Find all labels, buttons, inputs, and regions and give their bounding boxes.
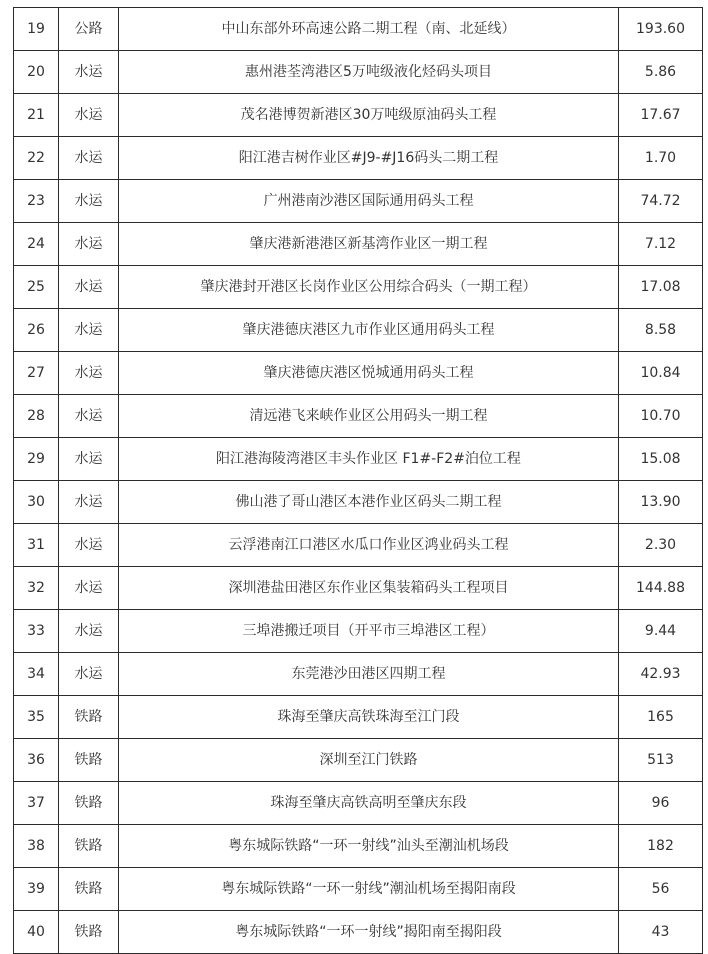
row-index-cell: 38 xyxy=(14,825,59,868)
project-name-cell: 深圳港盐田港区东作业区集装箱码头工程项目 xyxy=(119,567,619,610)
row-index-cell: 28 xyxy=(14,395,59,438)
table-row xyxy=(14,266,703,309)
project-name-cell: 中山东部外环高速公路二期工程（南、北延线） xyxy=(119,8,619,51)
table-row xyxy=(14,911,703,954)
transport-type-cell: 铁路 xyxy=(59,782,119,825)
row-index-cell: 32 xyxy=(14,567,59,610)
investment-value-cell: 96 xyxy=(619,782,703,825)
transport-type-cell: 水运 xyxy=(59,137,119,180)
investment-value-cell: 10.70 xyxy=(619,395,703,438)
table-row xyxy=(14,51,703,94)
row-index-cell: 25 xyxy=(14,266,59,309)
investment-value-cell: 2.30 xyxy=(619,524,703,567)
investment-value-cell: 10.84 xyxy=(619,352,703,395)
project-name-cell: 广州港南沙港区国际通用码头工程 xyxy=(119,180,619,223)
row-index-cell: 23 xyxy=(14,180,59,223)
project-name-cell: 茂名港博贺新港区30万吨级原油码头工程 xyxy=(119,94,619,137)
row-index-cell: 34 xyxy=(14,653,59,696)
investment-value-cell: 17.67 xyxy=(619,94,703,137)
table-row xyxy=(14,137,703,180)
transport-type-cell: 铁路 xyxy=(59,739,119,782)
table-row xyxy=(14,438,703,481)
investment-value-cell: 5.86 xyxy=(619,51,703,94)
project-name-cell: 阳江港吉树作业区#J9-#J16码头二期工程 xyxy=(119,137,619,180)
transport-type-cell: 水运 xyxy=(59,309,119,352)
table-body xyxy=(14,8,703,954)
investment-value-cell: 182 xyxy=(619,825,703,868)
investment-value-cell: 9.44 xyxy=(619,610,703,653)
table-row xyxy=(14,395,703,438)
project-name-cell: 粤东城际铁路“一环一射线”潮汕机场至揭阳南段 xyxy=(119,868,619,911)
project-name-cell: 粤东城际铁路“一环一射线”揭阳南至揭阳段 xyxy=(119,911,619,954)
row-index-cell: 36 xyxy=(14,739,59,782)
transport-type-cell: 水运 xyxy=(59,94,119,137)
project-name-cell: 佛山港了哥山港区本港作业区码头二期工程 xyxy=(119,481,619,524)
transport-type-cell: 水运 xyxy=(59,51,119,94)
transport-type-cell: 水运 xyxy=(59,395,119,438)
investment-value-cell: 43 xyxy=(619,911,703,954)
row-index-cell: 26 xyxy=(14,309,59,352)
investment-value-cell: 13.90 xyxy=(619,481,703,524)
table-row xyxy=(14,309,703,352)
project-name-cell: 云浮港南江口港区水瓜口作业区鸿业码头工程 xyxy=(119,524,619,567)
investment-value-cell: 74.72 xyxy=(619,180,703,223)
investment-value-cell: 165 xyxy=(619,696,703,739)
project-name-cell: 粤东城际铁路“一环一射线”汕头至潮汕机场段 xyxy=(119,825,619,868)
investment-value-cell: 15.08 xyxy=(619,438,703,481)
transport-type-cell: 水运 xyxy=(59,438,119,481)
transport-type-cell: 水运 xyxy=(59,266,119,309)
investment-value-cell: 42.93 xyxy=(619,653,703,696)
investment-value-cell: 513 xyxy=(619,739,703,782)
investment-value-cell: 193.60 xyxy=(619,8,703,51)
transport-type-cell: 水运 xyxy=(59,481,119,524)
project-name-cell: 清远港飞来峡作业区公用码头一期工程 xyxy=(119,395,619,438)
transport-type-cell: 公路 xyxy=(59,8,119,51)
transport-type-cell: 水运 xyxy=(59,610,119,653)
project-name-cell: 肇庆港德庆港区九市作业区通用码头工程 xyxy=(119,309,619,352)
table-row xyxy=(14,567,703,610)
transport-type-cell: 铁路 xyxy=(59,825,119,868)
row-index-cell: 37 xyxy=(14,782,59,825)
row-index-cell: 22 xyxy=(14,137,59,180)
transport-type-cell: 水运 xyxy=(59,567,119,610)
transport-type-cell: 铁路 xyxy=(59,868,119,911)
project-name-cell: 惠州港荃湾港区5万吨级液化烃码头项目 xyxy=(119,51,619,94)
table-row xyxy=(14,180,703,223)
table-row xyxy=(14,825,703,868)
row-index-cell: 33 xyxy=(14,610,59,653)
table-row xyxy=(14,8,703,51)
project-name-cell: 三埠港搬迁项目（开平市三埠港区工程） xyxy=(119,610,619,653)
table-row xyxy=(14,481,703,524)
project-name-cell: 肇庆港德庆港区悦城通用码头工程 xyxy=(119,352,619,395)
project-name-cell: 肇庆港封开港区长岗作业区公用综合码头（一期工程） xyxy=(119,266,619,309)
transport-type-cell: 水运 xyxy=(59,223,119,266)
row-index-cell: 35 xyxy=(14,696,59,739)
transport-type-cell: 水运 xyxy=(59,653,119,696)
row-index-cell: 29 xyxy=(14,438,59,481)
table-row xyxy=(14,524,703,567)
project-name-cell: 肇庆港新港港区新基湾作业区一期工程 xyxy=(119,223,619,266)
investment-value-cell: 1.70 xyxy=(619,137,703,180)
investment-value-cell: 144.88 xyxy=(619,567,703,610)
investment-value-cell: 8.58 xyxy=(619,309,703,352)
row-index-cell: 31 xyxy=(14,524,59,567)
project-name-cell: 阳江港海陵湾港区丰头作业区 F1#-F2#泊位工程 xyxy=(119,438,619,481)
table-row xyxy=(14,653,703,696)
transport-type-cell: 水运 xyxy=(59,352,119,395)
investment-value-cell: 7.12 xyxy=(619,223,703,266)
row-index-cell: 30 xyxy=(14,481,59,524)
table-row xyxy=(14,223,703,266)
investment-value-cell: 17.08 xyxy=(619,266,703,309)
transport-type-cell: 铁路 xyxy=(59,911,119,954)
row-index-cell: 21 xyxy=(14,94,59,137)
project-name-cell: 珠海至肇庆高铁高明至肇庆东段 xyxy=(119,782,619,825)
row-index-cell: 39 xyxy=(14,868,59,911)
row-index-cell: 19 xyxy=(14,8,59,51)
project-name-cell: 东莞港沙田港区四期工程 xyxy=(119,653,619,696)
table-row xyxy=(14,94,703,137)
table-row xyxy=(14,610,703,653)
transport-type-cell: 水运 xyxy=(59,180,119,223)
projects-table xyxy=(13,7,703,954)
table-row xyxy=(14,696,703,739)
row-index-cell: 20 xyxy=(14,51,59,94)
row-index-cell: 24 xyxy=(14,223,59,266)
transport-type-cell: 铁路 xyxy=(59,696,119,739)
row-index-cell: 40 xyxy=(14,911,59,954)
table-row xyxy=(14,782,703,825)
project-name-cell: 珠海至肇庆高铁珠海至江门段 xyxy=(119,696,619,739)
table-row xyxy=(14,352,703,395)
transport-type-cell: 水运 xyxy=(59,524,119,567)
table-row xyxy=(14,868,703,911)
row-index-cell: 27 xyxy=(14,352,59,395)
table-row xyxy=(14,739,703,782)
project-name-cell: 深圳至江门铁路 xyxy=(119,739,619,782)
investment-value-cell: 56 xyxy=(619,868,703,911)
